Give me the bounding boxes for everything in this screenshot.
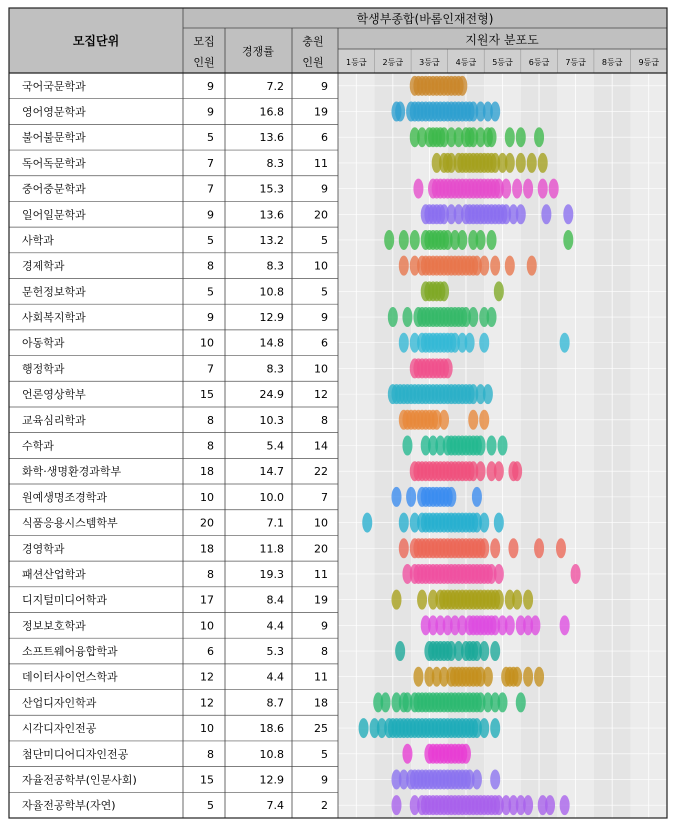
ratio-value: 7.4 bbox=[266, 799, 284, 813]
ratio-value: 5.4 bbox=[266, 439, 284, 453]
quota-value: 8 bbox=[207, 747, 214, 761]
distribution-point bbox=[487, 436, 497, 456]
added-value: 25 bbox=[314, 722, 328, 736]
department-name: 데이터사이언스학과 bbox=[22, 670, 118, 684]
ratio-value: 11.8 bbox=[259, 542, 284, 556]
added-value: 8 bbox=[321, 413, 328, 427]
distribution-point bbox=[490, 718, 500, 738]
added-value: 12 bbox=[314, 388, 328, 402]
quota-value: 20 bbox=[200, 516, 214, 530]
distribution-point bbox=[498, 692, 508, 712]
distribution-point bbox=[516, 692, 526, 712]
distribution-point bbox=[406, 487, 416, 507]
added-value: 19 bbox=[314, 593, 328, 607]
distribution-point bbox=[490, 769, 500, 789]
department-name: 정보보호학과 bbox=[22, 619, 86, 633]
distribution-point bbox=[512, 667, 522, 687]
distribution-point bbox=[505, 127, 515, 147]
group-header: 학생부종합(바롬인재전형) bbox=[356, 12, 494, 26]
distribution-point bbox=[512, 590, 522, 610]
quota-value: 5 bbox=[207, 131, 214, 145]
distribution-point bbox=[512, 179, 522, 199]
distribution-point bbox=[534, 127, 544, 147]
department-name: 자율전공학부(인문사회) bbox=[22, 773, 137, 787]
distribution-point bbox=[476, 461, 486, 481]
distribution-point bbox=[359, 718, 369, 738]
distribution-point bbox=[476, 436, 486, 456]
distribution-point bbox=[505, 256, 515, 276]
department-name: 디지털미디어학과 bbox=[22, 593, 108, 607]
distribution-point bbox=[468, 307, 478, 327]
added-value: 20 bbox=[314, 208, 328, 222]
distribution-point bbox=[479, 513, 489, 533]
distribution-point bbox=[487, 127, 497, 147]
quota-value: 10 bbox=[200, 619, 214, 633]
distribution-point bbox=[490, 538, 500, 558]
distribution-point bbox=[530, 615, 540, 635]
ratio-value: 8.4 bbox=[266, 593, 284, 607]
distribution-point bbox=[549, 179, 559, 199]
ratio-value: 19.3 bbox=[259, 567, 284, 581]
distribution-point bbox=[457, 230, 467, 250]
ratio-value: 24.9 bbox=[259, 388, 284, 402]
distribution-point bbox=[523, 179, 533, 199]
ratio-value: 7.2 bbox=[266, 79, 284, 93]
added-value: 9 bbox=[321, 311, 328, 325]
ratio-value: 8.3 bbox=[266, 362, 284, 376]
distribution-point bbox=[487, 230, 497, 250]
added-value: 5 bbox=[321, 285, 328, 299]
grade-label: 2등급 bbox=[382, 58, 404, 67]
distribution-point bbox=[439, 410, 449, 430]
ratio-value: 18.6 bbox=[259, 722, 284, 736]
distribution-point bbox=[545, 795, 555, 815]
department-name: 언론영상학부 bbox=[22, 388, 86, 402]
quota-value: 15 bbox=[200, 388, 214, 402]
grade-label: 5등급 bbox=[492, 58, 513, 67]
quota-value: 10 bbox=[200, 336, 214, 350]
distribution-point bbox=[410, 230, 420, 250]
distribution-point bbox=[494, 590, 504, 610]
distribution-point bbox=[527, 256, 537, 276]
department-name: 사학과 bbox=[22, 233, 54, 247]
department-name: 소프트웨어융합학과 bbox=[22, 645, 118, 659]
quota-value: 5 bbox=[207, 799, 214, 813]
distribution-point bbox=[457, 76, 467, 96]
added-value: 20 bbox=[314, 542, 328, 556]
distribution-point bbox=[494, 513, 504, 533]
added-value: 8 bbox=[321, 645, 328, 659]
distribution-point bbox=[413, 667, 423, 687]
distribution-point bbox=[571, 564, 581, 584]
distribution-point bbox=[516, 127, 526, 147]
quota-value: 12 bbox=[200, 670, 214, 684]
ratio-value: 13.6 bbox=[259, 208, 284, 222]
distribution-point bbox=[538, 179, 548, 199]
distribution-point bbox=[516, 153, 526, 173]
distribution-point bbox=[472, 769, 482, 789]
added-value: 2 bbox=[321, 799, 328, 813]
table-body bbox=[9, 73, 338, 818]
distribution-point bbox=[560, 333, 570, 353]
distribution-header: 지원자 분포도 bbox=[465, 33, 539, 47]
department-name: 산업디자인학과 bbox=[22, 696, 97, 710]
distribution-point bbox=[541, 204, 551, 224]
added-value: 9 bbox=[321, 79, 328, 93]
added-value: 5 bbox=[321, 747, 328, 761]
distribution-point bbox=[472, 487, 482, 507]
quota-value: 9 bbox=[207, 105, 214, 119]
distribution-point bbox=[395, 641, 405, 661]
department-name: 아동학과 bbox=[22, 336, 65, 350]
distribution-point bbox=[498, 436, 508, 456]
distribution-point bbox=[534, 667, 544, 687]
ratio-header: 경쟁률 bbox=[242, 45, 274, 58]
added-value: 9 bbox=[321, 182, 328, 196]
added-value: 5 bbox=[321, 233, 328, 247]
distribution-point bbox=[468, 410, 478, 430]
quota-value: 10 bbox=[200, 490, 214, 504]
distribution-point bbox=[479, 333, 489, 353]
distribution-point bbox=[494, 564, 504, 584]
distribution-point bbox=[527, 153, 537, 173]
department-name: 행정학과 bbox=[22, 362, 65, 376]
distribution-point bbox=[523, 667, 533, 687]
distribution-point bbox=[512, 461, 522, 481]
distribution-point bbox=[446, 487, 456, 507]
distribution-point bbox=[490, 102, 500, 122]
distribution-point bbox=[391, 795, 401, 815]
distribution-point bbox=[476, 230, 486, 250]
quota-value: 10 bbox=[200, 722, 214, 736]
distribution-point bbox=[388, 307, 398, 327]
grade-label: 4등급 bbox=[455, 58, 477, 67]
department-name: 경영학과 bbox=[22, 542, 65, 556]
added-value: 10 bbox=[314, 362, 328, 376]
department-name: 중어중문학과 bbox=[22, 182, 86, 196]
distribution-point bbox=[508, 538, 518, 558]
distribution-point bbox=[494, 461, 504, 481]
distribution-point bbox=[395, 102, 405, 122]
distribution-point bbox=[443, 358, 453, 378]
ratio-value: 4.4 bbox=[266, 619, 284, 633]
distribution-point bbox=[399, 230, 409, 250]
department-name: 원예생명조경학과 bbox=[22, 490, 108, 504]
quota-value: 12 bbox=[200, 696, 214, 710]
ratio-value: 4.4 bbox=[266, 670, 284, 684]
distribution-point bbox=[556, 538, 566, 558]
ratio-value: 12.9 bbox=[259, 773, 284, 787]
added-header-line2: 인원 bbox=[302, 56, 324, 69]
department-name: 독어독문학과 bbox=[22, 156, 86, 170]
distribution-point bbox=[523, 795, 533, 815]
added-value: 6 bbox=[321, 336, 328, 350]
distribution-point bbox=[490, 641, 500, 661]
distribution-point bbox=[479, 538, 489, 558]
ratio-value: 15.3 bbox=[259, 182, 284, 196]
ratio-value: 16.8 bbox=[259, 105, 284, 119]
quota-value: 18 bbox=[200, 465, 214, 479]
distribution-point bbox=[479, 718, 489, 738]
quota-header-line2: 인원 bbox=[193, 56, 215, 69]
ratio-value: 8.3 bbox=[266, 259, 284, 273]
ratio-value: 10.3 bbox=[259, 413, 284, 427]
grade-label: 8등급 bbox=[601, 58, 623, 67]
distribution-point bbox=[413, 179, 423, 199]
ratio-value: 14.8 bbox=[259, 336, 284, 350]
distribution-point bbox=[461, 744, 471, 764]
distribution-point bbox=[465, 333, 475, 353]
added-header-line1: 충원 bbox=[302, 35, 324, 48]
distribution-point bbox=[417, 590, 427, 610]
distribution-point bbox=[490, 256, 500, 276]
distribution-point bbox=[505, 153, 515, 173]
grade-label: 9등급 bbox=[638, 58, 659, 67]
grade-label: 3등급 bbox=[419, 58, 440, 67]
quota-value: 5 bbox=[207, 233, 214, 247]
distribution-point bbox=[479, 641, 489, 661]
department-name: 불어불문학과 bbox=[22, 131, 86, 145]
department-name: 자율전공학부(자연) bbox=[22, 799, 116, 813]
department-name: 수학과 bbox=[22, 439, 54, 453]
department-name: 일어일문학과 bbox=[22, 208, 86, 222]
unit-header: 모집단위 bbox=[72, 34, 120, 48]
quota-value: 8 bbox=[207, 259, 214, 273]
quota-value: 9 bbox=[207, 208, 214, 222]
distribution-point bbox=[399, 513, 409, 533]
distribution-point bbox=[381, 692, 391, 712]
quota-value: 7 bbox=[207, 156, 214, 170]
distribution-point bbox=[534, 538, 544, 558]
grade-label: 1등급 bbox=[346, 58, 367, 67]
added-value: 19 bbox=[314, 105, 328, 119]
department-name: 교육심리학과 bbox=[22, 413, 86, 427]
distribution-point bbox=[483, 667, 493, 687]
quota-value: 8 bbox=[207, 439, 214, 453]
quota-header-line1: 모집 bbox=[193, 35, 215, 48]
department-name: 시각디자인전공 bbox=[22, 722, 97, 736]
department-name: 문헌정보학과 bbox=[22, 285, 86, 299]
distribution-point bbox=[391, 590, 401, 610]
added-value: 9 bbox=[321, 773, 328, 787]
ratio-value: 8.7 bbox=[266, 696, 284, 710]
distribution-point bbox=[479, 256, 489, 276]
distribution-point bbox=[563, 204, 573, 224]
quota-value: 7 bbox=[207, 362, 214, 376]
distribution-point bbox=[505, 615, 515, 635]
added-value: 9 bbox=[321, 619, 328, 633]
distribution-point bbox=[494, 281, 504, 301]
distribution-point bbox=[384, 230, 394, 250]
department-name: 첨단미디어디자인전공 bbox=[22, 747, 129, 761]
quota-value: 5 bbox=[207, 285, 214, 299]
quota-value: 6 bbox=[207, 645, 214, 659]
quota-value: 9 bbox=[207, 79, 214, 93]
distribution-point bbox=[538, 153, 548, 173]
distribution-point bbox=[402, 307, 412, 327]
distribution-point bbox=[501, 179, 511, 199]
ratio-value: 5.3 bbox=[266, 645, 284, 659]
quota-value: 17 bbox=[200, 593, 214, 607]
quota-value: 9 bbox=[207, 311, 214, 325]
department-name: 화학·생명환경과학부 bbox=[22, 465, 122, 479]
quota-value: 7 bbox=[207, 182, 214, 196]
distribution-point bbox=[516, 204, 526, 224]
added-value: 18 bbox=[314, 696, 328, 710]
quota-value: 18 bbox=[200, 542, 214, 556]
quota-value: 8 bbox=[207, 567, 214, 581]
distribution-point bbox=[483, 384, 493, 404]
distribution-point bbox=[399, 256, 409, 276]
ratio-value: 10.8 bbox=[259, 285, 284, 299]
distribution-point bbox=[560, 795, 570, 815]
ratio-value: 10.8 bbox=[259, 747, 284, 761]
added-value: 10 bbox=[314, 516, 328, 530]
distribution-point bbox=[402, 744, 412, 764]
distribution-point bbox=[399, 333, 409, 353]
added-value: 11 bbox=[314, 670, 328, 684]
table-row bbox=[9, 227, 338, 253]
added-value: 11 bbox=[314, 567, 328, 581]
distribution-point bbox=[560, 615, 570, 635]
ratio-value: 8.3 bbox=[266, 156, 284, 170]
department-name: 국어국문학과 bbox=[22, 79, 86, 93]
added-value: 14 bbox=[314, 439, 328, 453]
department-name: 식품응용시스템학부 bbox=[22, 516, 118, 530]
department-name: 패션산업학과 bbox=[22, 567, 86, 581]
ratio-value: 13.6 bbox=[259, 131, 284, 145]
grade-label: 7등급 bbox=[565, 58, 586, 67]
distribution-point bbox=[479, 410, 489, 430]
distribution-point bbox=[487, 307, 497, 327]
department-name: 경제학과 bbox=[22, 259, 65, 273]
ratio-value: 12.9 bbox=[259, 311, 284, 325]
ratio-value: 7.1 bbox=[266, 516, 284, 530]
added-value: 22 bbox=[314, 465, 328, 479]
department-name: 사회복지학과 bbox=[22, 311, 86, 325]
distribution-point bbox=[563, 230, 573, 250]
added-value: 11 bbox=[314, 156, 328, 170]
added-value: 6 bbox=[321, 131, 328, 145]
grade-label: 6등급 bbox=[528, 58, 550, 67]
ratio-value: 10.0 bbox=[259, 490, 284, 504]
distribution-point bbox=[402, 436, 412, 456]
quota-value: 8 bbox=[207, 413, 214, 427]
distribution-point bbox=[399, 538, 409, 558]
distribution-point bbox=[391, 487, 401, 507]
distribution-point bbox=[439, 281, 449, 301]
distribution-point bbox=[523, 590, 533, 610]
ratio-value: 14.7 bbox=[259, 465, 284, 479]
added-value: 7 bbox=[321, 490, 328, 504]
table-row bbox=[9, 433, 338, 459]
ratio-value: 13.2 bbox=[259, 233, 284, 247]
department-name: 영어영문학과 bbox=[22, 105, 86, 119]
added-value: 10 bbox=[314, 259, 328, 273]
quota-value: 15 bbox=[200, 773, 214, 787]
distribution-point bbox=[362, 513, 372, 533]
